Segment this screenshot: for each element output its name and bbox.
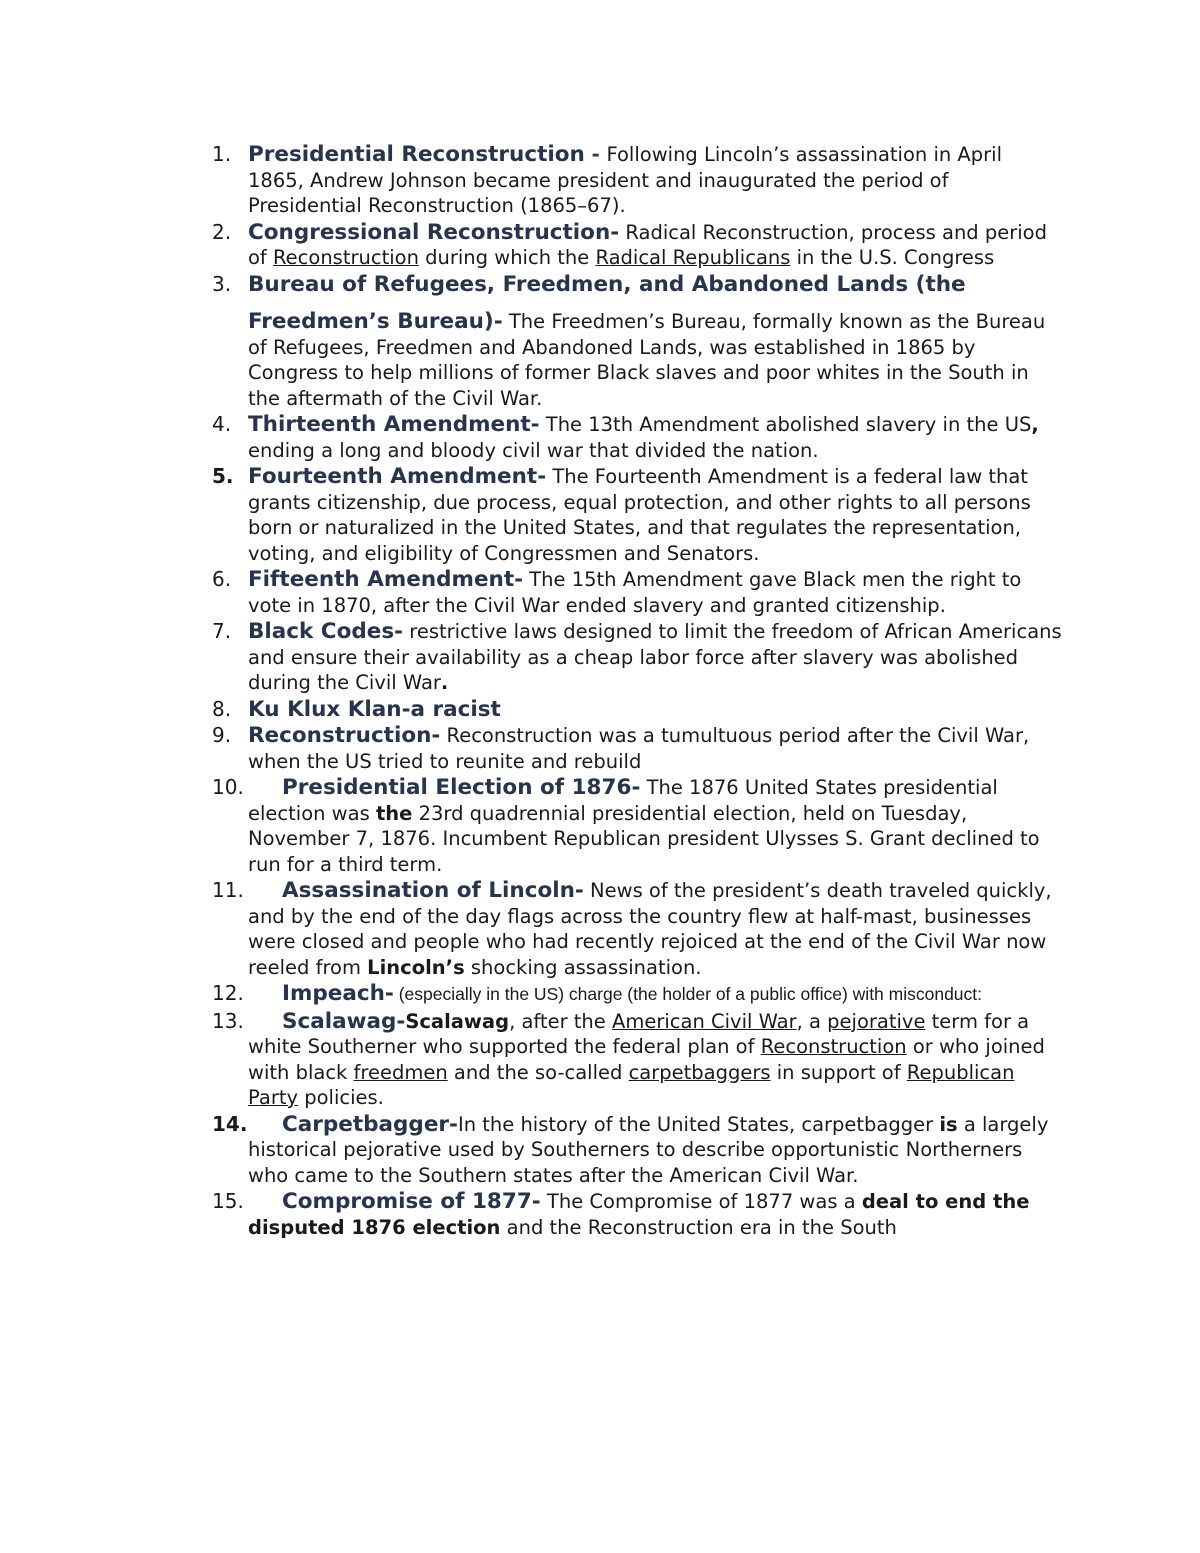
term-heading: Carpetbagger- (282, 1111, 458, 1137)
term-heading: Compromise of 1877- (282, 1189, 541, 1214)
terms-list (212, 142, 1062, 1241)
list-item (212, 1189, 1062, 1240)
term-definition: or who joined with black (248, 1035, 1045, 1084)
term-definition: and the Reconstruction era in the South (500, 1215, 897, 1239)
reconstruction-link[interactable]: Reconstruction (760, 1035, 907, 1058)
list-item (212, 412, 1062, 463)
bold-word: Scalawag (405, 1009, 510, 1033)
list-item (212, 1112, 1062, 1189)
term-heading-continued: Freedmen’s Bureau)- (248, 309, 503, 334)
term-definition: a largely historical pejorative used by Southerners to describe opportunistic Northerners who came to the Southern states after the American Civil War. (248, 1112, 1049, 1187)
list-item (212, 775, 1062, 877)
term-heading: Black Codes- (248, 619, 404, 644)
list-item (212, 981, 1062, 1008)
term-definition: , a (796, 1009, 828, 1033)
term-definition: shocking assassination. (464, 955, 702, 979)
term-definition: Radical Reconstruction, process and period of (248, 220, 1047, 269)
list-item (212, 567, 1062, 618)
item-number: 2. (212, 219, 232, 244)
pejorative-link[interactable]: pejorative (827, 1009, 926, 1033)
item-number: 13. (212, 1008, 244, 1033)
list-item (212, 142, 1062, 219)
term-definition: , after the (509, 1009, 612, 1033)
term-definition: The 15th Amendment gave Black men the right to vote in 1870, after the Civil War ended slavery and granted citizenship. (248, 568, 1022, 617)
list-item (212, 220, 1062, 271)
list-item (212, 723, 1062, 774)
term-heading: Thirteenth Amendment- (248, 412, 540, 437)
list-item (212, 619, 1062, 696)
radical-republicans-link[interactable]: Radical Republicans (595, 246, 791, 269)
bold-phrase: deal to end the disputed 1876 election (248, 1190, 1030, 1239)
term-heading: Presidential Reconstruction (248, 142, 585, 167)
term-definition: term for a white Southerner who supported the federal plan of (248, 1009, 1030, 1058)
list-item (212, 697, 1062, 723)
item-number: 7. (212, 619, 232, 643)
term-definition: Reconstruction was a tumultuous period after the Civil War, when the US tried to reunite and rebuild (248, 724, 1030, 773)
term-definition: during which the (418, 246, 596, 269)
bold-period: . (440, 671, 449, 694)
republican-party-link[interactable]: Republican Party (248, 1060, 1015, 1109)
freedmen-link[interactable]: freedmen (353, 1060, 448, 1084)
term-definition: The 13th Amendment abolished slavery in the US (539, 413, 1032, 436)
list-item (212, 878, 1062, 980)
item-number: 15. (212, 1189, 244, 1213)
term-heading: Presidential Election of 1876- (282, 775, 641, 800)
term-definition: News of the president’s death traveled quickly, and by the end of the day flags across the country flew at half-mast, businesses were closed and people who had recently rejoiced at the end of the Civil War now reeled from (248, 879, 1052, 979)
term-heading: Bureau of Refugees, Freedmen, and Abandoned Lands (the (248, 271, 966, 297)
term-definition: restrictive laws designed to limit the freedom of African Americans and ensure their availability as a cheap labor force after slavery was abolished during the Civil War (248, 620, 1062, 694)
american-civil-war-link[interactable]: American Civil War (612, 1009, 797, 1033)
term-heading: Scalawag- (282, 1008, 406, 1034)
term-heading: Fifteenth Amendment- (248, 567, 524, 592)
bold-word: is (939, 1112, 958, 1136)
item-number: 11. (212, 878, 244, 902)
term-definition: The Freedmen’s Bureau, formally known as the Bureau of Refugees, Freedmen and Abandoned Lands, was established in 1865 by Congress to help millions of former Black slaves and poor whites in the South in the aftermath of the Civil War. (248, 310, 1046, 410)
item-number: 12. (212, 981, 244, 1005)
term-heading: Congressional Reconstruction- (248, 219, 620, 245)
term-heading: Impeach- (282, 981, 394, 1006)
term-definition: in the U.S. Congress (790, 246, 995, 269)
item-number: 10. (212, 775, 244, 799)
reconstruction-link[interactable]: Reconstruction (273, 246, 419, 269)
bold-comma: , (1031, 413, 1039, 436)
item-number: 14. (212, 1111, 248, 1136)
item-number: 6. (212, 567, 232, 591)
item-number: 4. (212, 412, 232, 436)
term-heading: Assassination of Lincoln- (282, 878, 584, 903)
list-item (212, 272, 1062, 412)
bold-word: the (375, 801, 413, 825)
item-number: 3. (212, 271, 232, 296)
bold-word: Lincoln’s (367, 955, 465, 979)
carpetbaggers-link[interactable]: carpetbaggers (628, 1060, 771, 1084)
term-definition: in support of (770, 1060, 907, 1084)
term-definition: (especially in the US) charge (the holder of a public office) with misconduct: (393, 984, 983, 1004)
item-number: 5. (212, 464, 234, 488)
item-number: 9. (212, 723, 232, 747)
term-definition: Following Lincoln’s assassination in April 1865, Andrew Johnson became president and inaugurated the period of Presidential Reconstruction (1865–67). (248, 143, 1002, 217)
item-number: 1. (212, 142, 232, 166)
term-definition: ending a long and bloody civil war that divided the nation. (248, 438, 819, 462)
term-definition: The Fourteenth Amendment is a federal law that grants citizenship, due process, equal protection, and other rights to all persons born or naturalized in the United States, and that regulates the representation, voting, and eligibility of Congressmen and Senators. (248, 465, 1031, 565)
term-definition: The 1876 United States presidential election was (248, 776, 998, 825)
term-definition: In the history of the United States, carpetbagger (457, 1112, 940, 1136)
item-number: 8. (212, 696, 232, 721)
term-definition: The Compromise of 1877 was a (540, 1190, 862, 1213)
term-heading: Ku Klux Klan-a racist (248, 696, 501, 722)
term-definition: and the so-called (447, 1060, 629, 1084)
term-heading: Fourteenth Amendment- (248, 464, 547, 489)
term-heading: Reconstruction- (248, 723, 441, 748)
list-item (212, 464, 1062, 566)
term-separator: - (584, 143, 607, 166)
term-definition: 23rd quadrennial presidential election, held on Tuesday, November 7, 1876. Incumbent Republican president Ulysses S. Grant declined to run for a third term. (248, 801, 1040, 876)
list-item (212, 1009, 1062, 1111)
term-definition: policies. (298, 1086, 384, 1109)
